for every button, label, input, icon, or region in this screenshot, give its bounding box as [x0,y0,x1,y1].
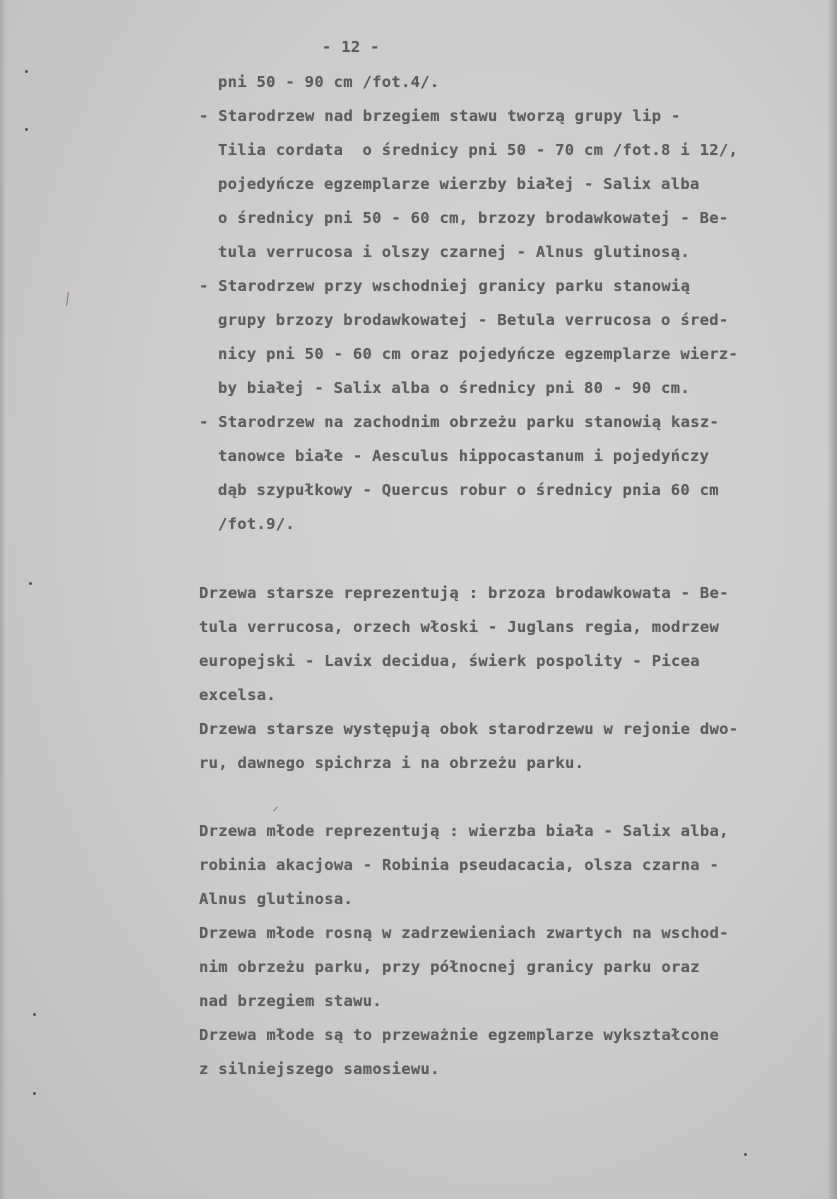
text-line: Drzewa starsze występują obok starodrzewu w rejonie dwo- [199,720,739,738]
text-line: Drzewa młode są to przeważnie egzemplarze wykształcone [199,1026,720,1044]
page-edge-right [827,0,837,1199]
page-edge-left [0,0,6,1199]
scan-speck [29,582,32,585]
scan-speck [744,1153,747,1156]
text-line: pojedyńcze egzemplarze wierzby białej - Salix alba [218,175,700,193]
text-line: Alnus glutinosa. [199,890,354,908]
scan-mark [273,806,278,811]
scan-speck [33,1092,36,1095]
scan-speck [25,70,28,73]
text-line: robinia akacjowa - Robinia pseudacacia, olsza czarna - [199,856,720,874]
text-line: tula verrucosa i olszy czarnej - Alnus glutinosą. [218,243,690,261]
text-line: nim obrzeżu parku, przy północnej granicy parku oraz [199,958,700,976]
text-line: /fot.9/. [218,515,296,533]
text-line: excelsa. [199,686,277,704]
page-number: - 12 - [322,38,380,56]
scan-speck [33,1013,36,1016]
text-line: grupy brzozy brodawkowatej - Betula verrucosa o śred- [218,311,729,329]
text-line: z silniejszego samosiewu. [199,1060,440,1078]
text-line: - Starodrzew przy wschodniej granicy parku stanowią [199,277,691,295]
text-line: tula verrucosa, orzech włoski - Juglans regia, modrzew [199,618,720,636]
text-line: Drzewa starsze reprezentują : brzoza brodawkowata - Be- [199,584,729,602]
text-line: - Starodrzew nad brzegiem stawu tworzą grupy lip - [199,107,681,125]
text-line: tanowce białe - Aesculus hippocastanum i pojedyńczy [218,447,710,465]
text-line: ru, dawnego spichrza i na obrzeżu parku. [199,754,585,772]
text-line: nad brzegiem stawu. [199,992,383,1010]
text-line: o średnicy pni 50 - 60 cm, brzozy brodawkowatej - Be- [218,209,729,227]
text-line: by białej - Salix alba o średnicy pni 80 - 90 cm. [218,379,690,397]
text-line: dąb szypułkowy - Quercus robur o średnicy pnia 60 cm [218,481,719,499]
text-line: pni 50 - 90 cm /fot.4/. [218,73,440,91]
text-line: europejski - Lavix decidua, świerk pospolity - Picea [199,652,700,670]
scan-mark [66,292,69,306]
text-line: nicy pni 50 - 60 cm oraz pojedyńcze egzemplarze wierz- [218,345,739,363]
scan-speck [25,128,28,131]
text-line: Drzewa młode reprezentują : wierzba biała - Salix alba, [199,822,729,840]
text-line: - Starodrzew na zachodnim obrzeżu parku stanowią kasz- [199,413,720,431]
text-line: Drzewa młode rosną w zadrzewieniach zwartych na wschod- [199,924,729,942]
text-line: Tilia cordata o średnicy pni 50 - 70 cm /fot.8 i 12/, [218,141,739,159]
